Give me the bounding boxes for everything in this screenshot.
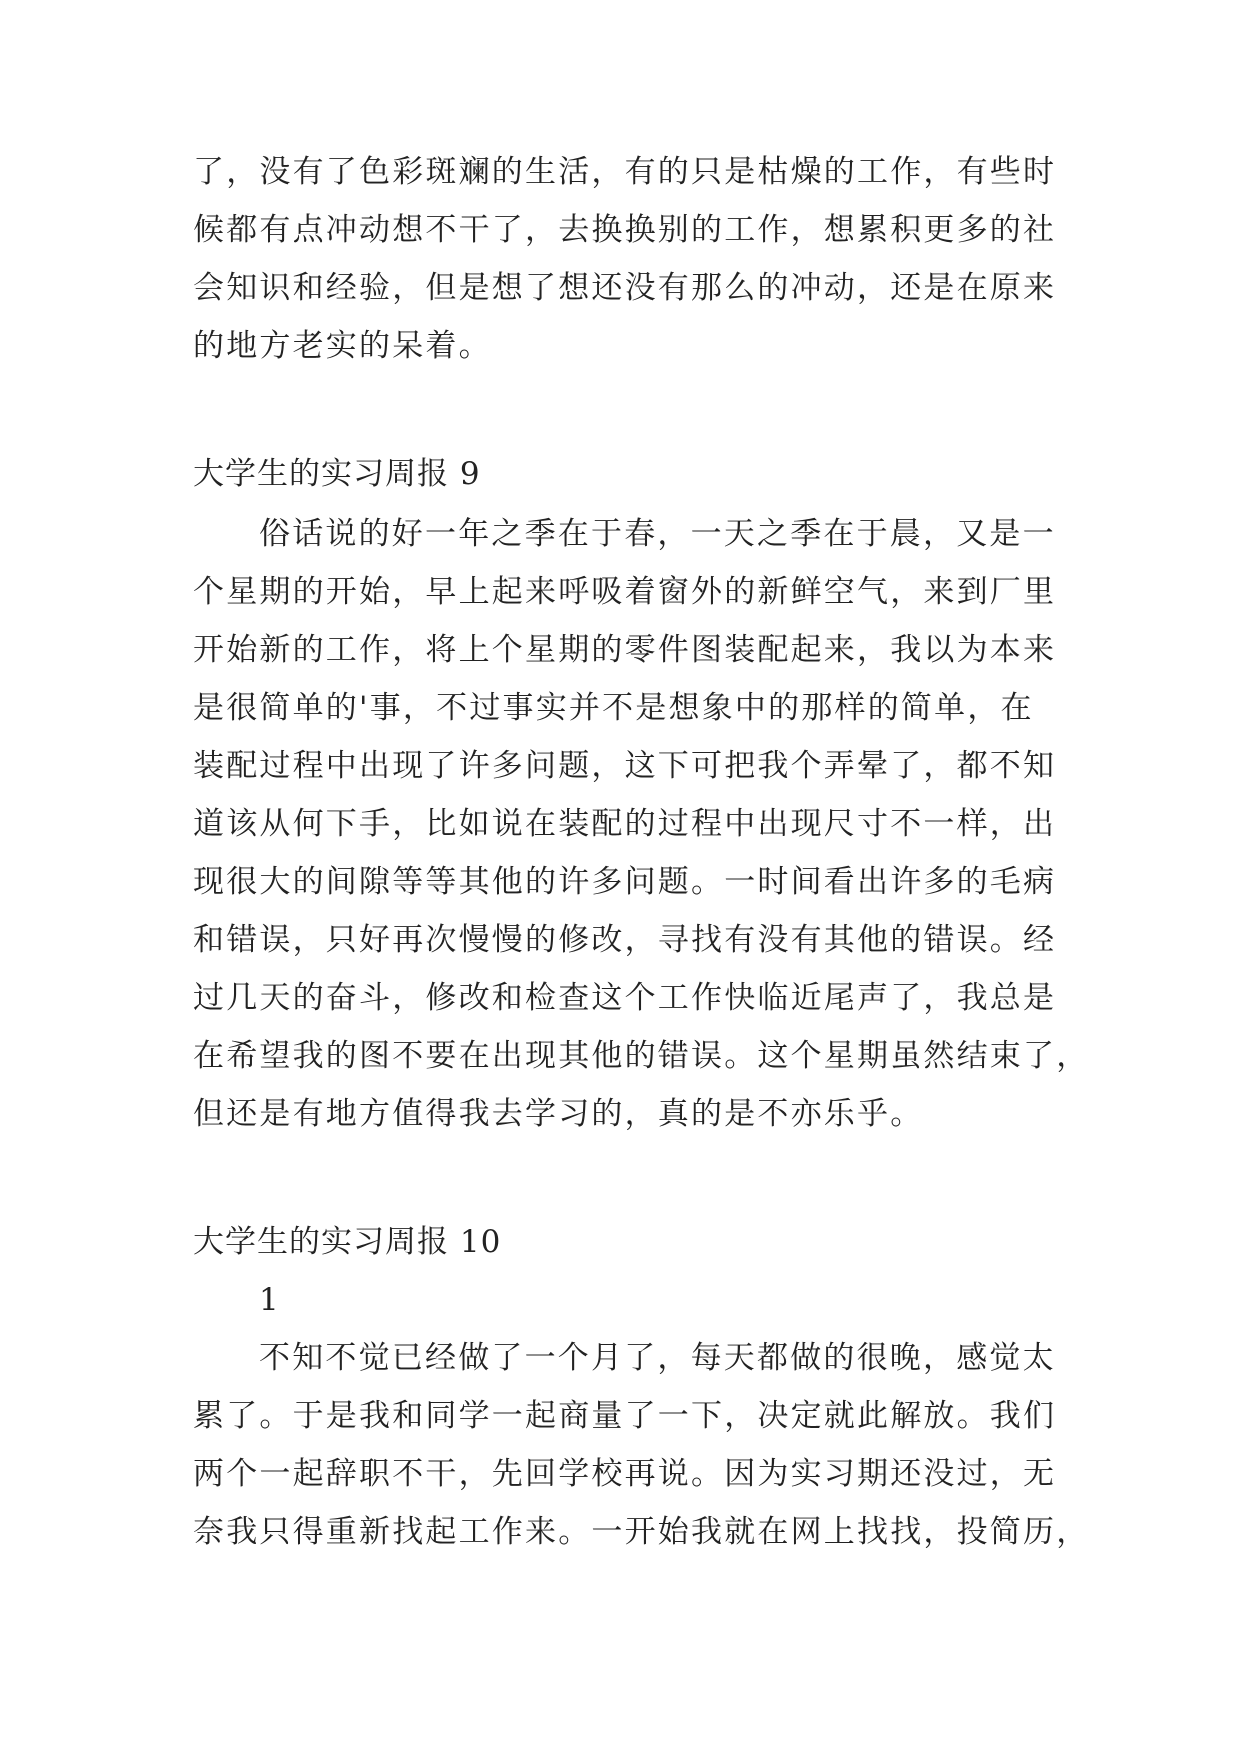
paragraph-line: 但还是有地方值得我去学习的，真的是不亦乐乎。: [193, 1096, 924, 1132]
paragraph-line: 俗话说的好一年之季在于春，一天之季在于晨，又是一: [259, 516, 1056, 552]
section-heading: 大学生的实习周报 10: [193, 1224, 502, 1260]
paragraph-line: 不知不觉已经做了一个月了，每天都做的很晚，感觉太: [259, 1340, 1056, 1376]
section-number: 1: [259, 1282, 281, 1318]
paragraph-line: 候都有点冲动想不干了，去换换别的工作，想累积更多的社: [193, 212, 1057, 248]
paragraph-line: 装配过程中出现了许多问题，这下可把我个弄晕了，都不知: [193, 748, 1057, 784]
paragraph-line: 道该从何下手，比如说在装配的过程中出现尺寸不一样，出: [193, 806, 1057, 842]
paragraph-line: 个星期的开始，早上起来呼吸着窗外的新鲜空气，来到厂里: [193, 574, 1057, 610]
paragraph-line: 和错误，只好再次慢慢的修改，寻找有没有其他的错误。经: [193, 922, 1057, 958]
paragraph-line: 累了。于是我和同学一起商量了一下，决定就此解放。我们: [193, 1398, 1057, 1434]
paragraph-line: 是很简单的'事，不过事实并不是想象中的那样的简单，在: [193, 690, 1034, 726]
paragraph-line: 会知识和经验，但是想了想还没有那么的冲动，还是在原来: [193, 270, 1057, 306]
section-heading: 大学生的实习周报 9: [193, 456, 481, 492]
paragraph-line: 两个一起辞职不干，先回学校再说。因为实习期还没过，无: [193, 1456, 1057, 1492]
paragraph-line: 过几天的奋斗，修改和检查这个工作快临近尾声了，我总是: [193, 980, 1057, 1016]
paragraph-line: 开始新的工作，将上个星期的零件图装配起来，我以为本来: [193, 632, 1057, 668]
paragraph-line: 了，没有了色彩斑斓的生活，有的只是枯燥的工作，有些时: [193, 154, 1057, 190]
paragraph-line: 在希望我的图不要在出现其他的错误。这个星期虽然结束了，: [193, 1038, 1090, 1074]
paragraph-line: 的地方老实的呆着。: [193, 328, 492, 364]
paragraph-line: 奈我只得重新找起工作来。一开始我就在网上找找，投简历，: [193, 1514, 1090, 1550]
paragraph-line: 现很大的间隙等等其他的许多问题。一时间看出许多的毛病: [193, 864, 1057, 900]
